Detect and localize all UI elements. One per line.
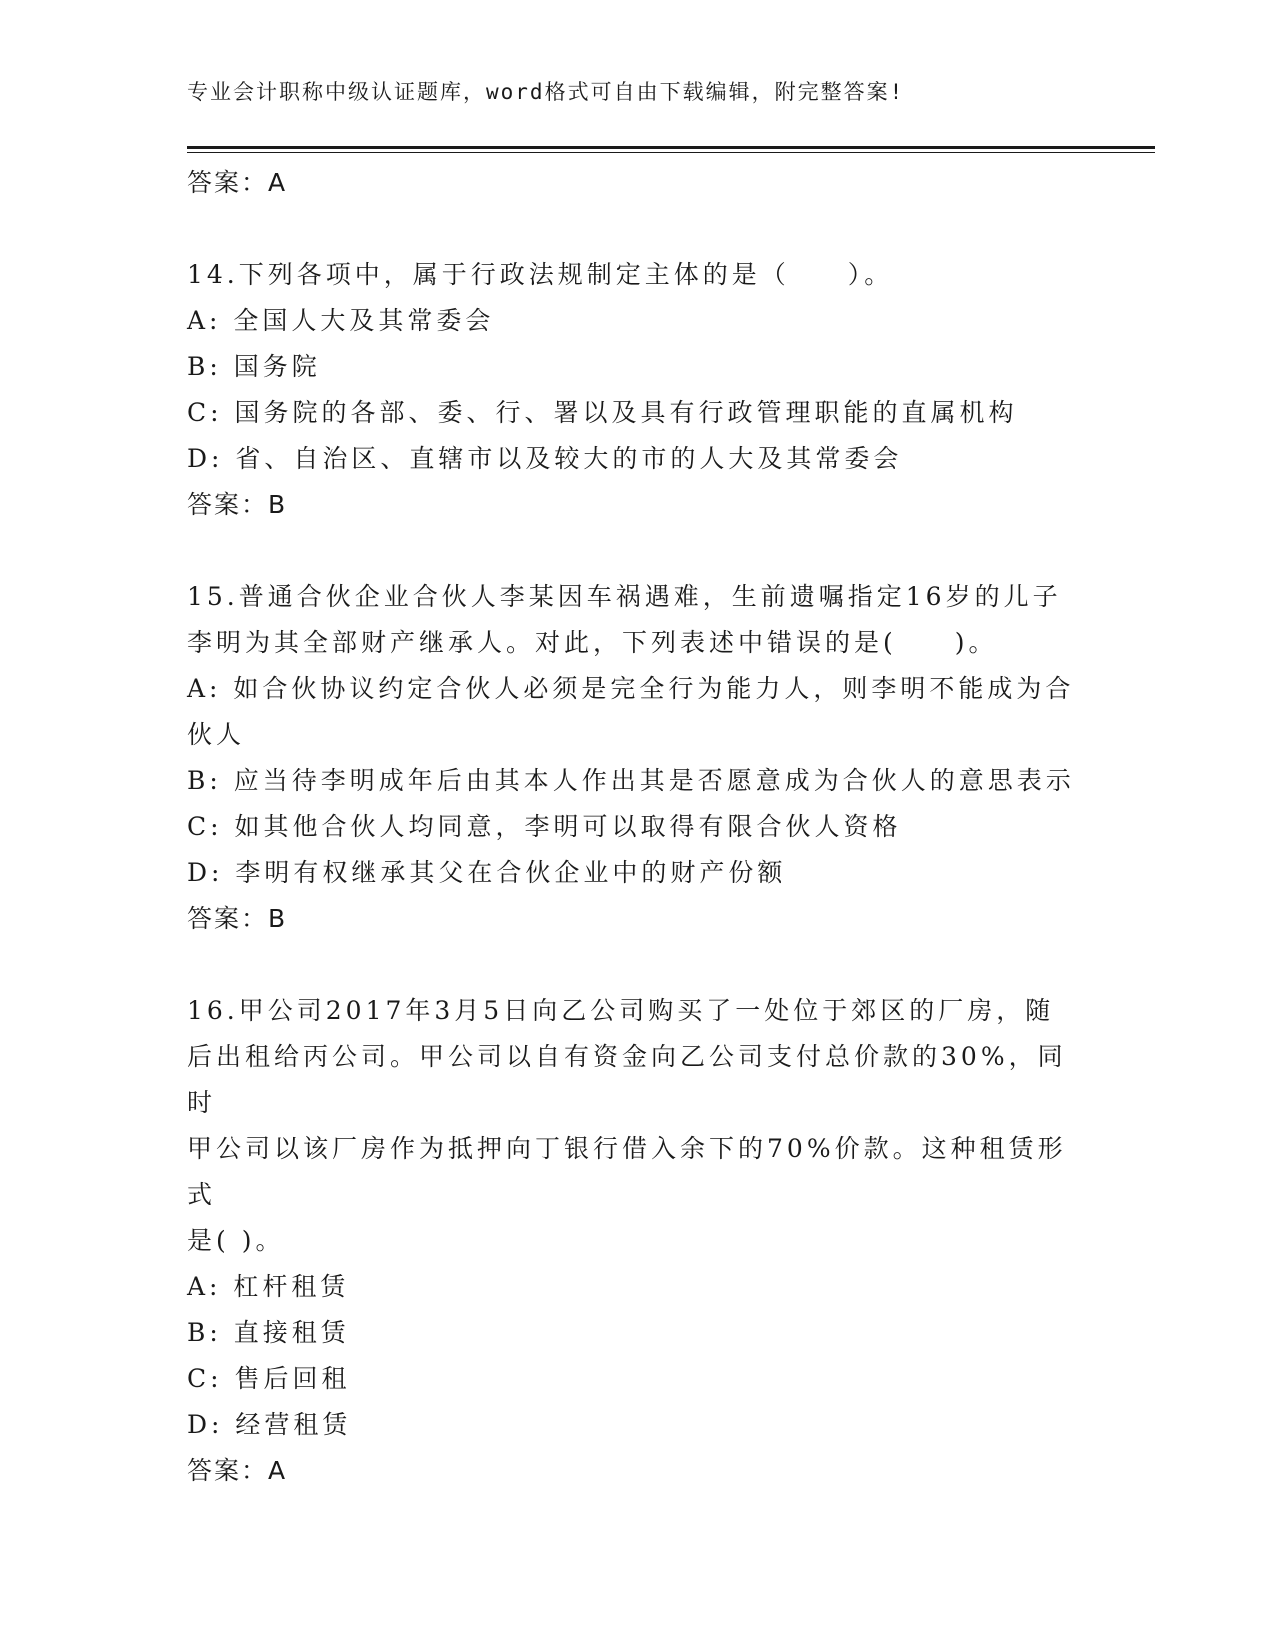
- option-a: A: 全国人大及其常委会: [187, 306, 495, 335]
- option-d: D: 省、自治区、直辖市以及较大的市的人大及其常委会: [187, 444, 903, 473]
- option-c: C: 如其他合伙人均同意，李明可以取得有限合伙人资格: [187, 812, 902, 841]
- spacer: [187, 528, 1087, 574]
- option-a-cont: 伙人: [187, 720, 246, 749]
- option-d: D: 经营租赁: [187, 1410, 352, 1439]
- option-c: C: 售后回租: [187, 1364, 351, 1393]
- header-rule-thin: [187, 152, 1155, 153]
- question-15: [187, 574, 1087, 942]
- spacer: [187, 942, 1087, 988]
- question-stem-cont: 甲公司以该厂房作为抵押向丁银行借入余下的70%价款。这种租赁形式: [187, 1134, 1067, 1209]
- answer: 答案：B: [187, 904, 288, 933]
- question-stem-cont: 李明为其全部财产继承人。对此，下列表述中错误的是( )。: [187, 628, 998, 657]
- answer: 答案：B: [187, 490, 288, 519]
- question-16: [187, 988, 1087, 1494]
- answer-prev: 答案：A: [187, 168, 288, 197]
- document-body: [187, 160, 1087, 1494]
- question-stem: 15.普通合伙企业合伙人李某因车祸遇难，生前遗嘱指定16岁的儿子: [187, 582, 1062, 611]
- page-header: 专业会计职称中级认证题库，word格式可自由下载编辑，附完整答案!: [187, 80, 905, 104]
- spacer: [187, 206, 1087, 252]
- question-stem: 16.甲公司2017年3月5日向乙公司购买了一处位于郊区的厂房，随: [187, 996, 1055, 1025]
- question-stem: 14.下列各项中，属于行政法规制定主体的是（ ）。: [187, 260, 894, 289]
- answer: 答案：A: [187, 1456, 288, 1485]
- option-a: A: 杠杆租赁: [187, 1272, 350, 1301]
- question-14: [187, 252, 1087, 528]
- option-b: B: 国务院: [187, 352, 321, 381]
- option-b: B: 应当待李明成年后由其本人作出其是否愿意成为合伙人的意思表示: [187, 766, 1075, 795]
- question-stem-cont: 是( )。: [187, 1226, 285, 1255]
- option-c: C: 国务院的各部、委、行、署以及具有行政管理职能的直属机构: [187, 398, 1018, 427]
- option-b: B: 直接租赁: [187, 1318, 350, 1347]
- option-d: D: 李明有权继承其父在合伙企业中的财产份额: [187, 858, 787, 887]
- header-rule-thick: [187, 146, 1155, 149]
- option-a: A: 如合伙协议约定合伙人必须是完全行为能力人，则李明不能成为合: [187, 674, 1075, 703]
- question-stem-cont: 后出租给丙公司。甲公司以自有资金向乙公司支付总价款的30%，同时: [187, 1042, 1067, 1117]
